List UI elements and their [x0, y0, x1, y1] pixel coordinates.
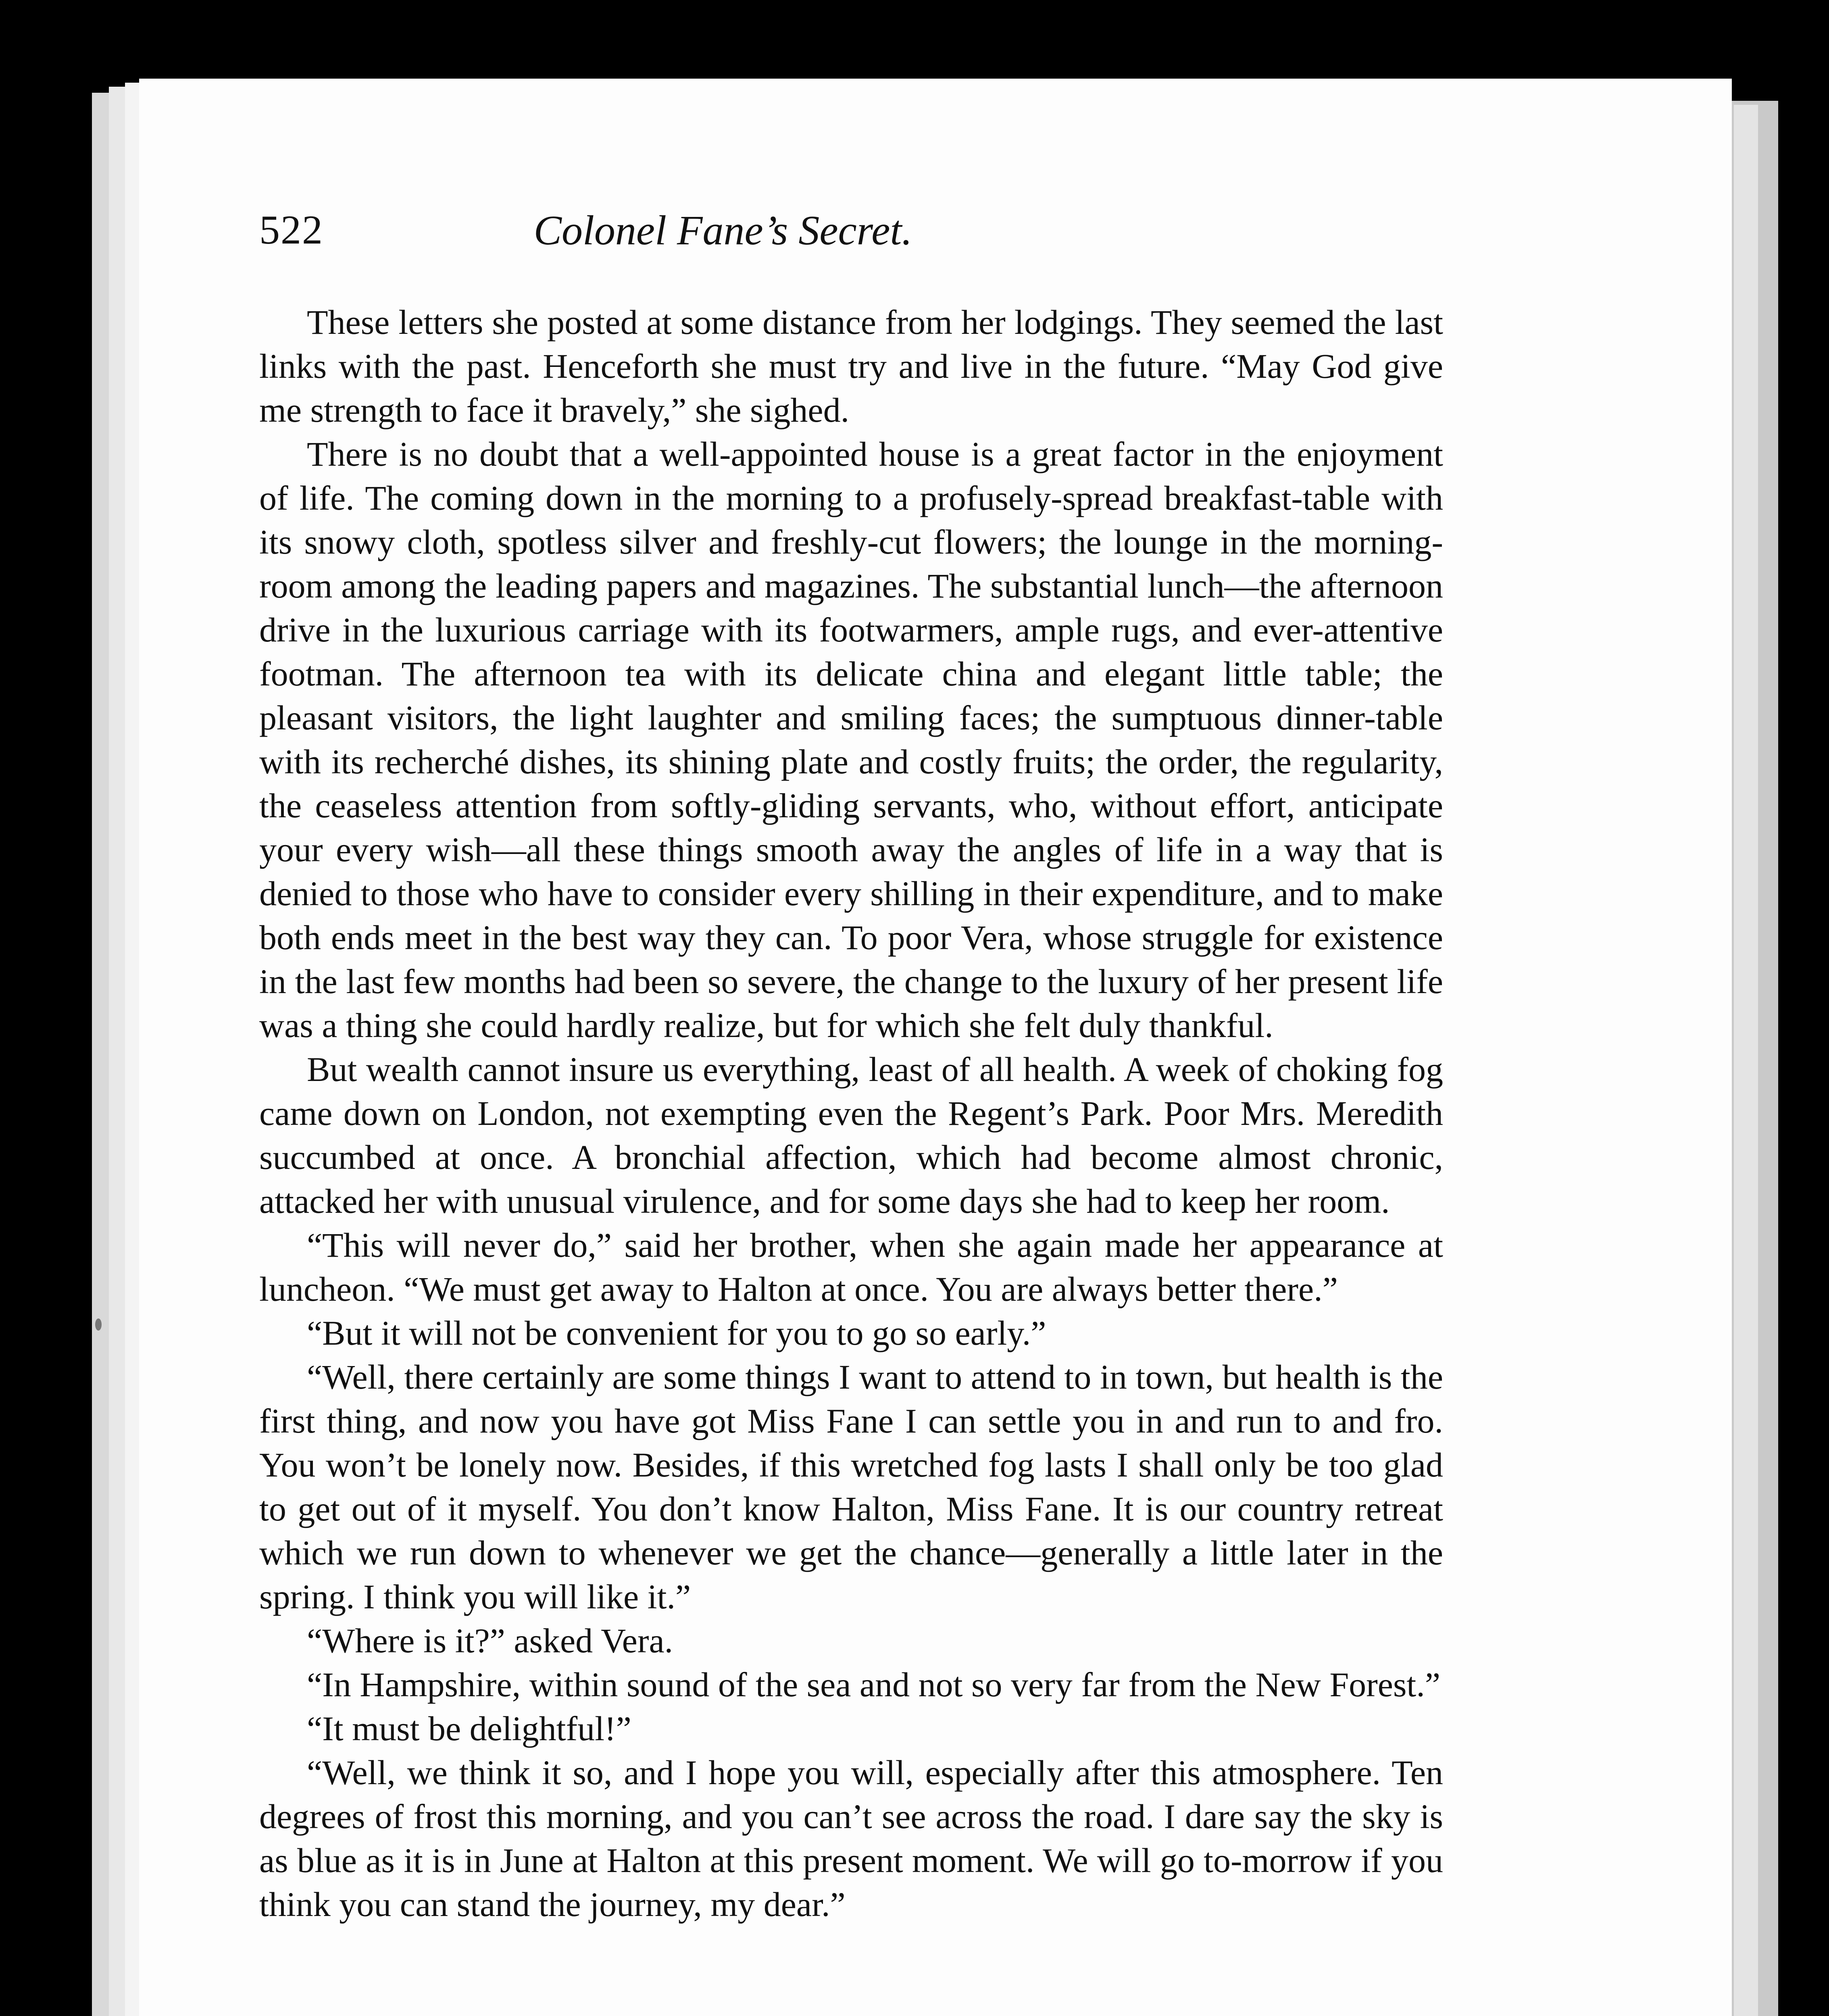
page-stack-edge [92, 93, 109, 2016]
paragraph: “Well, there certainly are some things I want to attend to in town, but health is the first thing, and now you have got Miss Fane I can settle you in and run to and fro. You won’t be lonely now. Besides, if this wretched fog lasts I shall only be too glad to get out of it myself. You don’t know Halton, Miss Fane. It is our country retreat which we run down to whenever we get the chance—generally a little later in the spring. I think you will like it.” [259, 1358, 1443, 1616]
scan-speck [95, 1318, 102, 1331]
next-page-edge [1734, 105, 1758, 2016]
paragraph: “Where is it?” asked Vera. [307, 1621, 673, 1660]
body-text [259, 300, 1443, 1926]
page-header [259, 206, 1187, 263]
paragraph: “This will never do,” said her brother, when she again made her appearance at luncheon. “We must get away to Halton at once. You are always better there.” [259, 1226, 1443, 1308]
paragraph: These letters she posted at some distance from her lodgings. They seemed the last links with the past. Henceforth she must try and live in the future. “May God give me strength to face it bravely,” she sighed. [259, 303, 1443, 429]
page-stack-edge [125, 83, 141, 2016]
paragraph: “But it will not be convenient for you to go so early.” [307, 1314, 1046, 1352]
paragraph: “Well, we think it so, and I hope you will, especially after this atmosphere. Ten degrees of frost this morning, and you can’t see across the road. I dare say the sky is as blue as it is in June at Halton at this present moment. We will go to-morrow if you think you can stand the journey, my dear.” [259, 1753, 1443, 1924]
paragraph: “It must be delightful!” [307, 1709, 631, 1748]
paragraph: “In Hampshire, within sound of the sea and not so very far from the New Forest.” [307, 1665, 1440, 1704]
paragraph: There is no doubt that a well-appointed house is a great factor in the enjoyment of life. The coming down in the morning to a profusely-spread breakfast-table with its snowy cloth, spotless silver and freshly-cut flowers; the lounge in the morning-room among the leading papers and magazines. The substantial lunch—the afternoon drive in the luxurious carriage with its footwarmers, ample rugs, and ever-attentive footman. The afternoon tea with its delicate china and elegant little table; the pleasant visitors, the light laughter and smiling faces; the sumptuous dinner-table with its recherché dishes, its shining plate and costly fruits; the order, the regularity, the ceaseless attention from softly-gliding servants, who, without effort, anticipate your every wish—all these things smooth away the angles of life in a way that is denied to those who have to consider every shilling in their expenditure, and to make both ends meet in the best way they can. To poor Vera, whose struggle for existence in the last few months had been so severe, the change to the luxury of her present life was a thing she could hardly realize, but for which she felt duly thankful. [259, 435, 1443, 1045]
page-stack-edge [109, 87, 125, 2016]
running-title: Colonel Fane’s Secret. [533, 207, 912, 254]
page-number: 522 [259, 207, 323, 253]
paragraph: But wealth cannot insure us everything, least of all health. A week of choking fog came down on London, not exempting even the Regent’s Park. Poor Mrs. Meredith succumbed at once. A bronchial affection, which had become almost chronic, attacked her with unusual virulence, and for some days she had to keep her room. [259, 1050, 1443, 1220]
